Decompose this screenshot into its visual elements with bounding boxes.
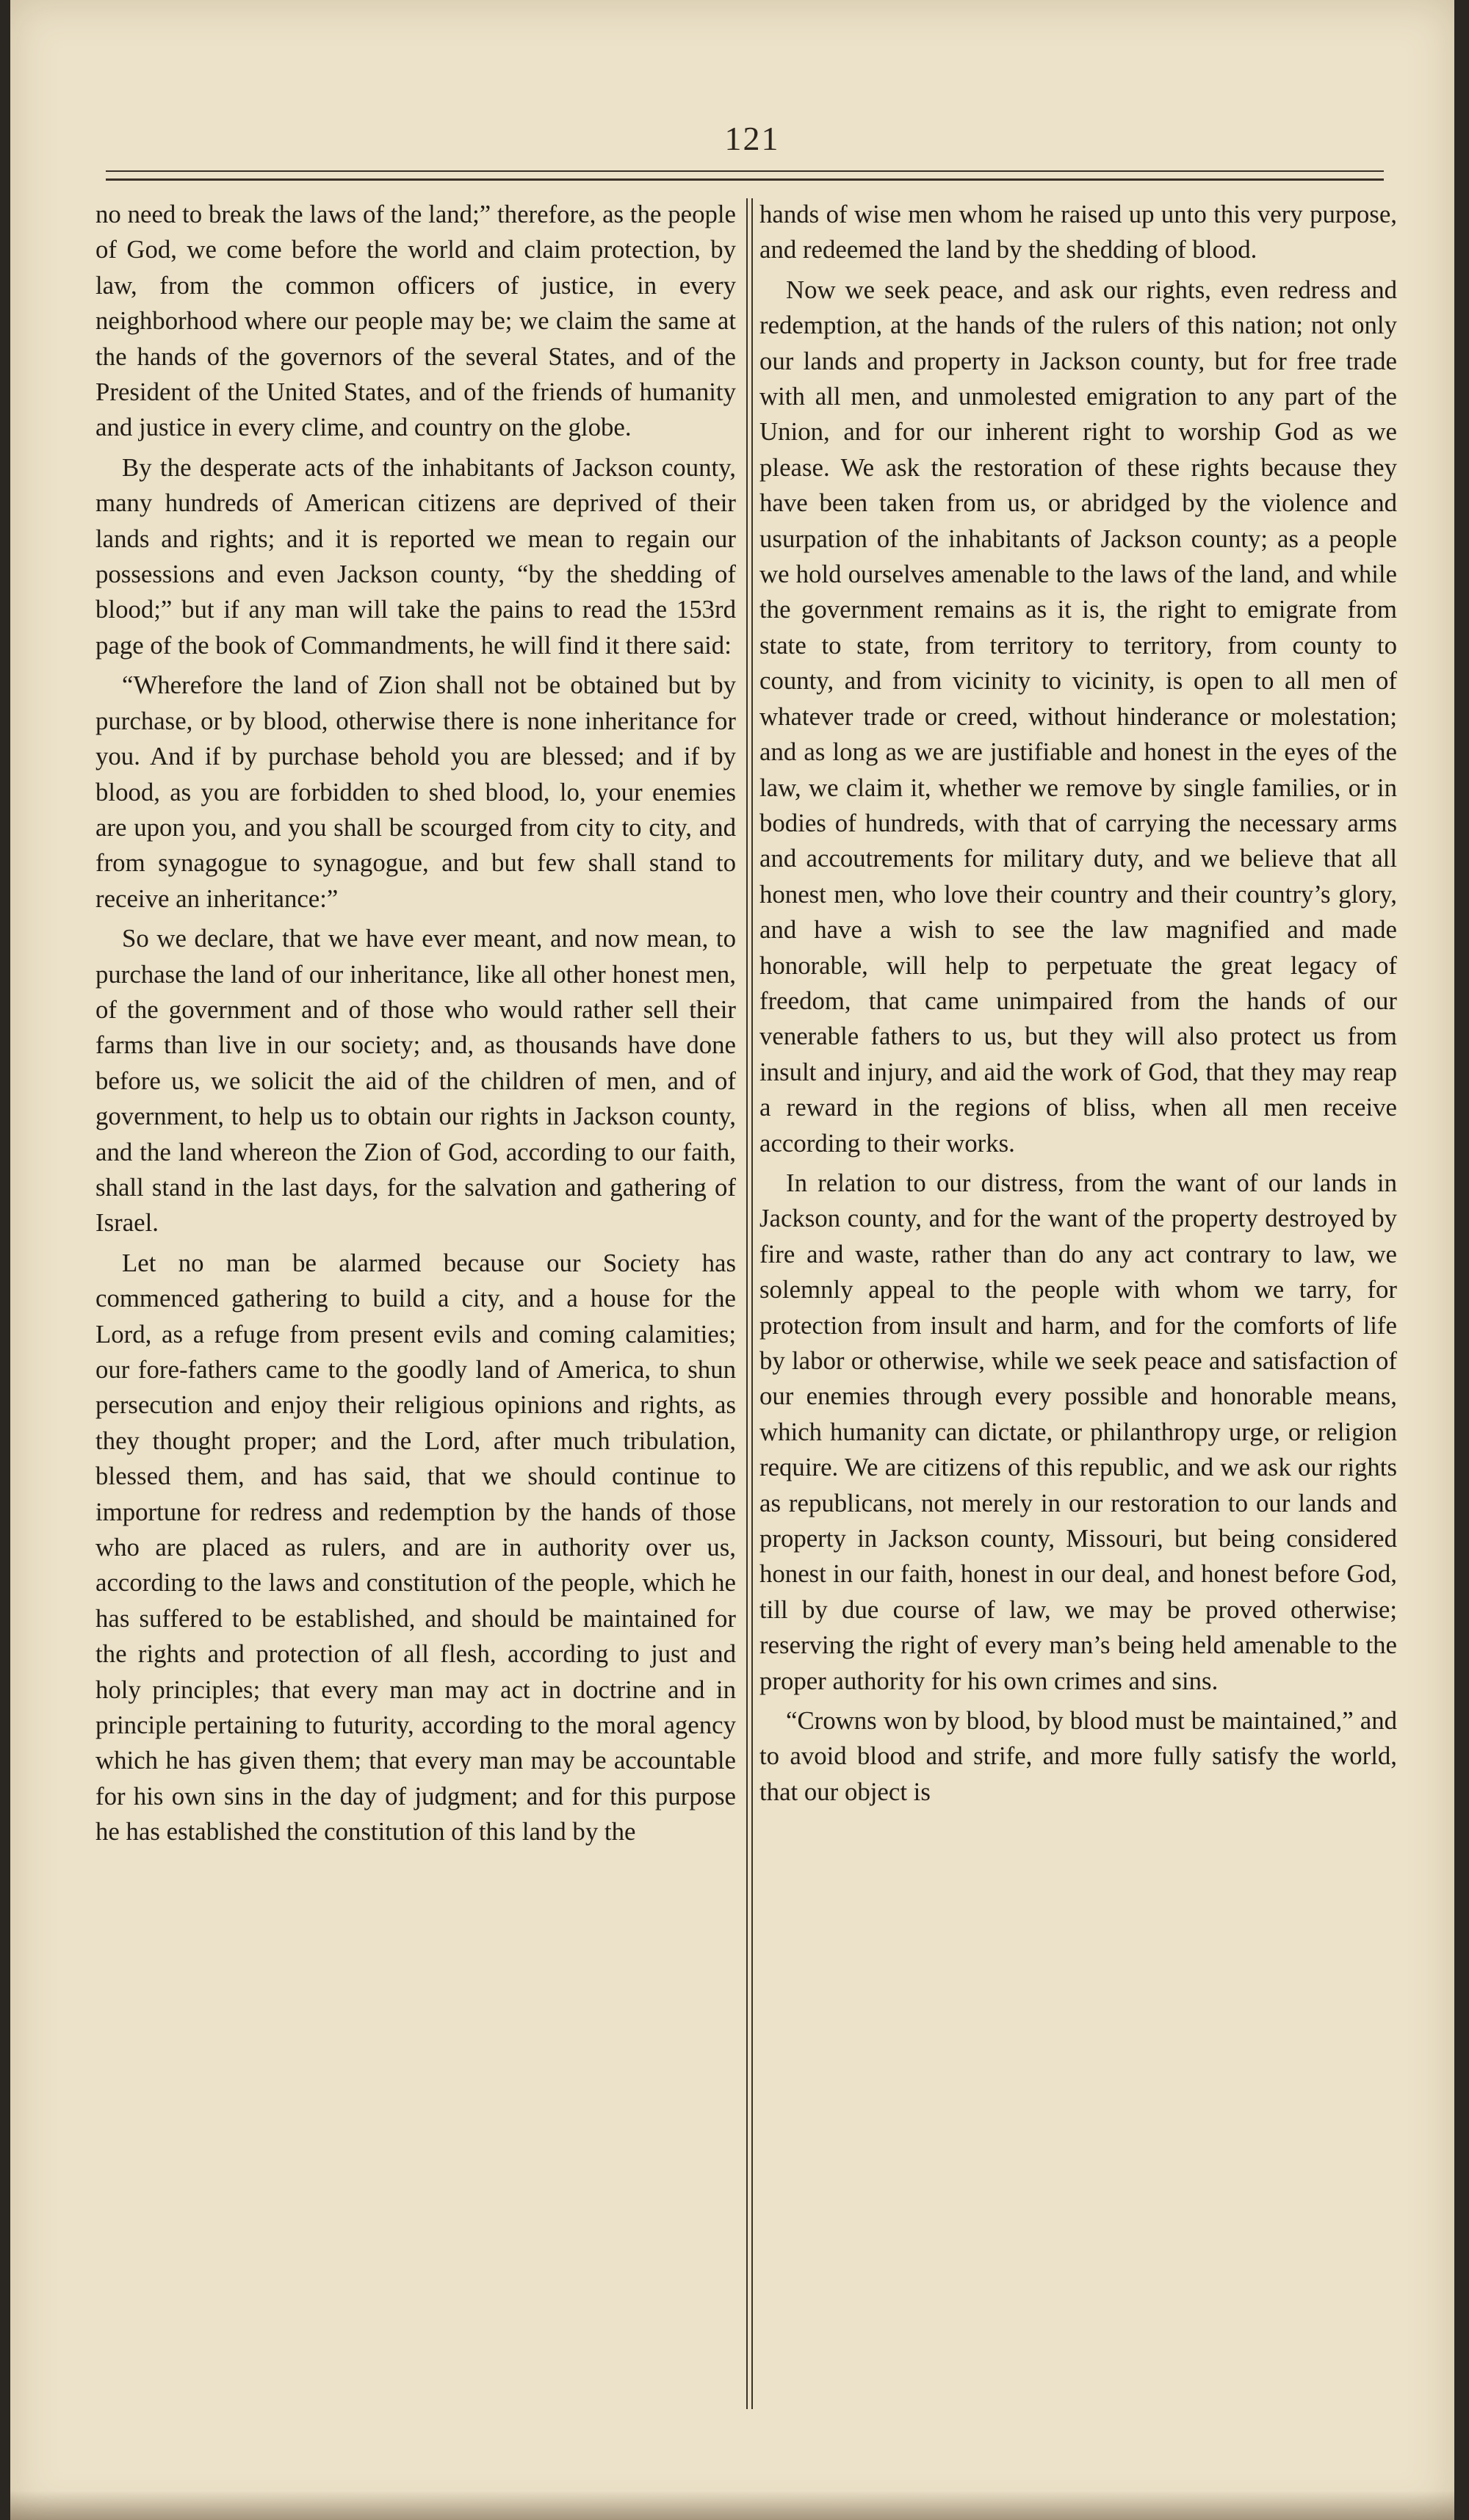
right-column: [759, 197, 1397, 2496]
newspaper-page: [10, 0, 1454, 2520]
page-number: 121: [724, 120, 780, 157]
right-paragraph-2: Now we seek peace, and ask our rights, even redress and redemption, at the hands of the rulers of this nation; not only our lands and property in Jackson county, but for free trade with all men, and unmolested emigration to any part of the Union, and for our inherent right to worship God as we please. We ask the restoration of these rights because they have been taken from us, or abridged by the violence and usurpation of the inhabitants of Jackson county; as a people we hold ourselves amenable to the laws of the land, and while the government remains as it is, the right to emigrate from state to state, from territory to territory, from county to county, and from vicinity to vicinity, is open to all men of whatever trade or creed, without hinderance or molestation; and as long as we are justifiable and honest in the eyes of the law, we claim it, whether we remove by single families, or in bodies of hundreds, with that of carrying the necessary arms and accoutrements for military duty, and we believe that all honest men, who love their country and their country’s glory, and have a wish to see the law magnified and made honorable, will help to perpetuate the great legacy of freedom, that came unimpaired from the hands of our venerable fathers to us, but they will also protect us from insult and injury, and aid the work of God, that they may reap a reward in the regions of bliss, when all men receive according to their works.: [759, 275, 1397, 1158]
left-paragraph-5: Let no man be alarmed because our Society has commenced gathering to build a city, and a house for the Lord, as a refuge from present evils and coming calamities; our fore-fathers came to the goodly land of America, to shun persecution and enjoy their religious opinions and rights, as they thought proper; and the Lord, after much tribulation, blessed them, and has said, that we should continue to importune for redress and redemption by the hands of those who are placed as rulers, and are in authority over us, according to the laws and constitution of the people, which he has suffered to be established, and should be maintained for the rights and protection of all flesh, according to just and holy principles; that every man may act in doctrine and in principle pertaining to futurity, according to the moral agency which he has given them; that every man may be accountable for his own sins in the day of judgment; and for this purpose he has established the constitution of this land by the: [95, 1248, 736, 1846]
left-paragraph-1: no need to break the laws of the land;” therefore, as the people of God, we come before the world and claim protection, by law, from the common officers of justice, in every neighborhood where our people may be; we claim the same at the hands of the governors of the several States, and of the President of the United States, and of the friends of humanity and justice in every clime, and country on the globe.: [95, 200, 736, 442]
right-paragraph-1: hands of wise men whom he raised up unto this very purpose, and redeemed the land by the shedding of blood.: [759, 200, 1397, 264]
left-paragraph-3: “Wherefore the land of Zion shall not be obtained but by purchase, or by blood, otherwise there is none inheritance for you. And if by purchase behold you are blessed; and if by blood, as you are forbidden to shed blood, lo, your enemies are upon you, and you shall be scourged from city to city, and from synagogue to synagogue, and but few shall stand to receive an inheritance:”: [95, 671, 736, 913]
left-paragraph-2: By the desperate acts of the inhabitants of Jackson county, many hundreds of American citizens are deprived of their lands and rights; and it is reported we mean to regain our possessions and even Jackson county, “by the shedding of blood;” but if any man will take the pains to read the 153rd page of the book of Commandments, he will find it there said:: [95, 452, 736, 660]
left-column: [95, 197, 736, 2496]
right-paragraph-3: In relation to our distress, from the want of our lands in Jackson county, and for the want of the property destroyed by fire and waste, rather than do any act contrary to law, we solemnly appeal to the people with whom we tarry, for protection from insult and harm, and for the comforts of life by labor or otherwise, while we seek peace and satisfaction of our enemies through every possible and honorable means, which humanity can dictate, or philanthropy urge, or religion require. We are citizens of this republic, and we ask our rights as republicans, not merely in our restoration to our lands and property in Jackson county, Missouri, but being considered honest in our faith, honest in our deal, and honest before God, till by due course of law, we may be proved otherwise; reserving the right of every man’s being held amenable to the proper authority for his own crimes and sins.: [759, 1168, 1397, 1695]
right-paragraph-4: “Crowns won by blood, by blood must be maintained,” and to avoid blood and strife, and more fully satisfy the world, that our object is: [759, 1706, 1397, 1806]
page-edge-shadow: [10, 2491, 1454, 2520]
header-rule: [106, 170, 1384, 181]
left-paragraph-4: So we declare, that we have ever meant, and now mean, to purchase the land of our inheritance, like all other honest men, of the government and of those who would rather sell their farms than live in our society; and, as thousands have done before us, we solicit the aid of the children of men, and of government, to help us to obtain our rights in Jackson county, and the land whereon the Zion of God, according to our faith, shall stand in the last days, for the salvation and gathering of Israel.: [95, 924, 736, 1238]
column-divider: [746, 198, 753, 2409]
